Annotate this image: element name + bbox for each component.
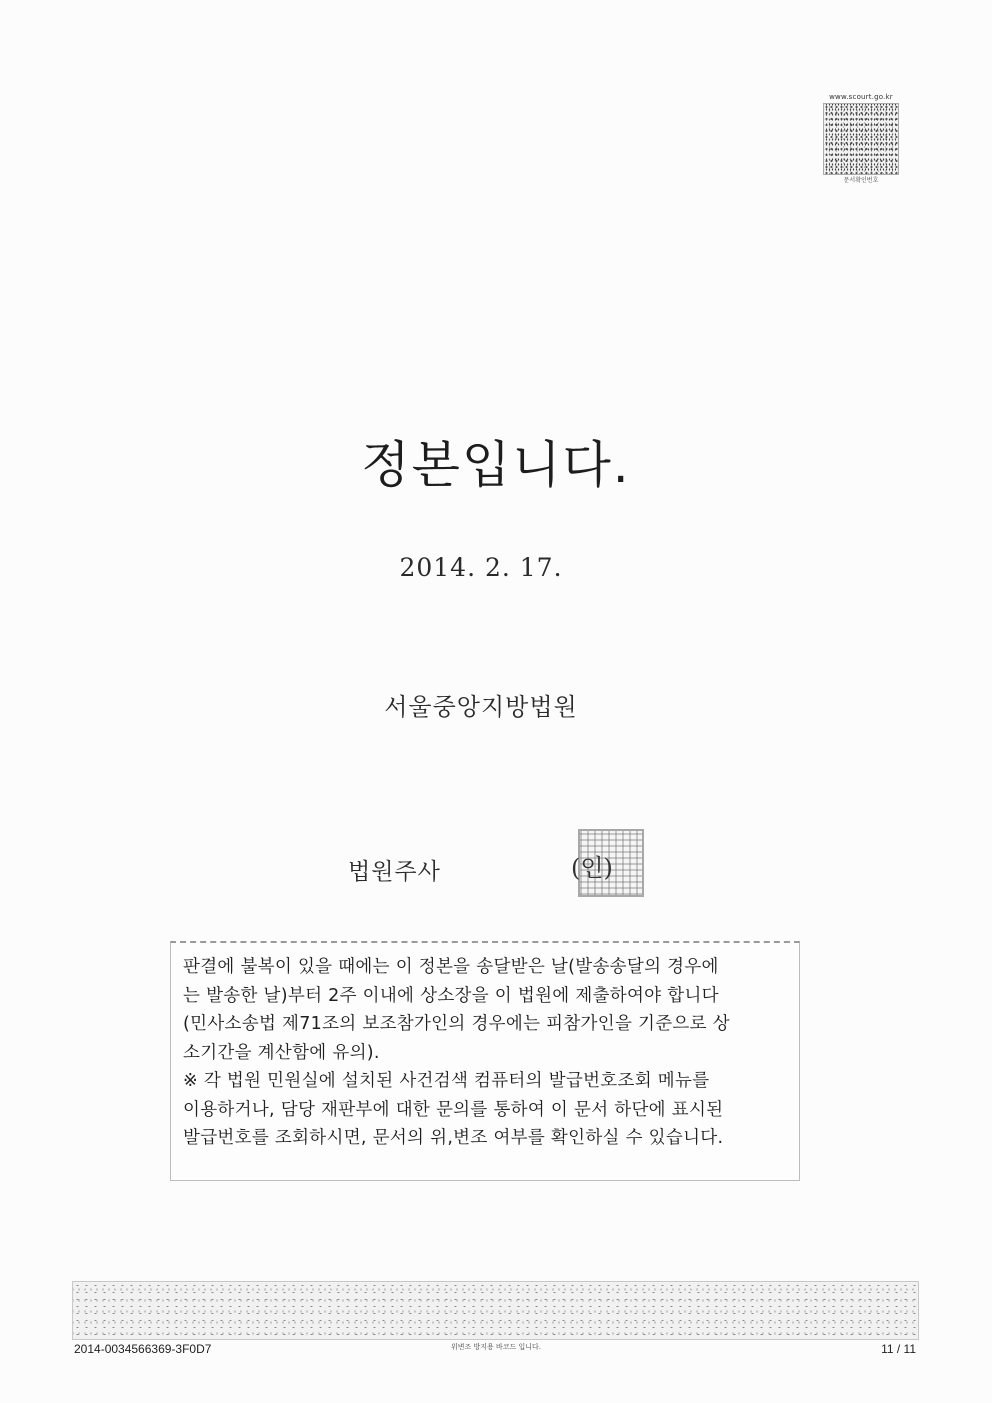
notice-line: 소기간을 계산함에 유의). bbox=[183, 1042, 380, 1063]
notice-line: ※ 각 법원 민원실에 설치된 사건검색 컴퓨터의 발급번호조회 메뉴를 bbox=[183, 1071, 710, 1091]
document-title: 정본입니다. bbox=[361, 436, 631, 494]
notice-line: 이용하거나, 담당 재판부에 대한 문의를 통하여 이 문서 하단에 표시된 bbox=[183, 1099, 724, 1120]
qr-code-icon bbox=[823, 103, 899, 175]
anti-forgery-barcode bbox=[72, 1281, 919, 1340]
page-number: 11 / 11 bbox=[881, 1342, 916, 1356]
clerk-title: 법원주사 bbox=[348, 859, 441, 885]
notice-line: 발급번호를 조회하시면, 문서의 위,변조 여부를 확인하실 수 있습니다. bbox=[183, 1128, 724, 1148]
issue-number: 2014-0034566369-3F0D7 bbox=[74, 1342, 212, 1356]
verification-qr-block bbox=[822, 93, 900, 185]
qr-url: www.scourt.go.kr bbox=[829, 93, 893, 101]
court-name: 서울중앙지방법원 bbox=[384, 693, 578, 721]
notice-line: 판결에 불복이 있을 때에는 이 정본을 송달받은 날(발송송달의 경우에 bbox=[183, 957, 719, 977]
notice-line: 는 발송한 날)부터 2주 이내에 상소장을 이 법원에 제출하여야 합니다 bbox=[183, 985, 719, 1006]
notice-line: (민사소송법 제71조의 보조참가인의 경우에는 피참가인을 기준으로 상 bbox=[183, 1014, 730, 1034]
barcode-note: 위변조 방지용 바코드 입니다. bbox=[450, 1343, 542, 1351]
qr-caption: 문서확인번호 bbox=[843, 177, 879, 184]
appeal-notice-box bbox=[170, 941, 800, 1181]
seal-mark: (인) bbox=[571, 854, 613, 882]
issue-date: 2014. 2. 17. bbox=[399, 553, 563, 582]
